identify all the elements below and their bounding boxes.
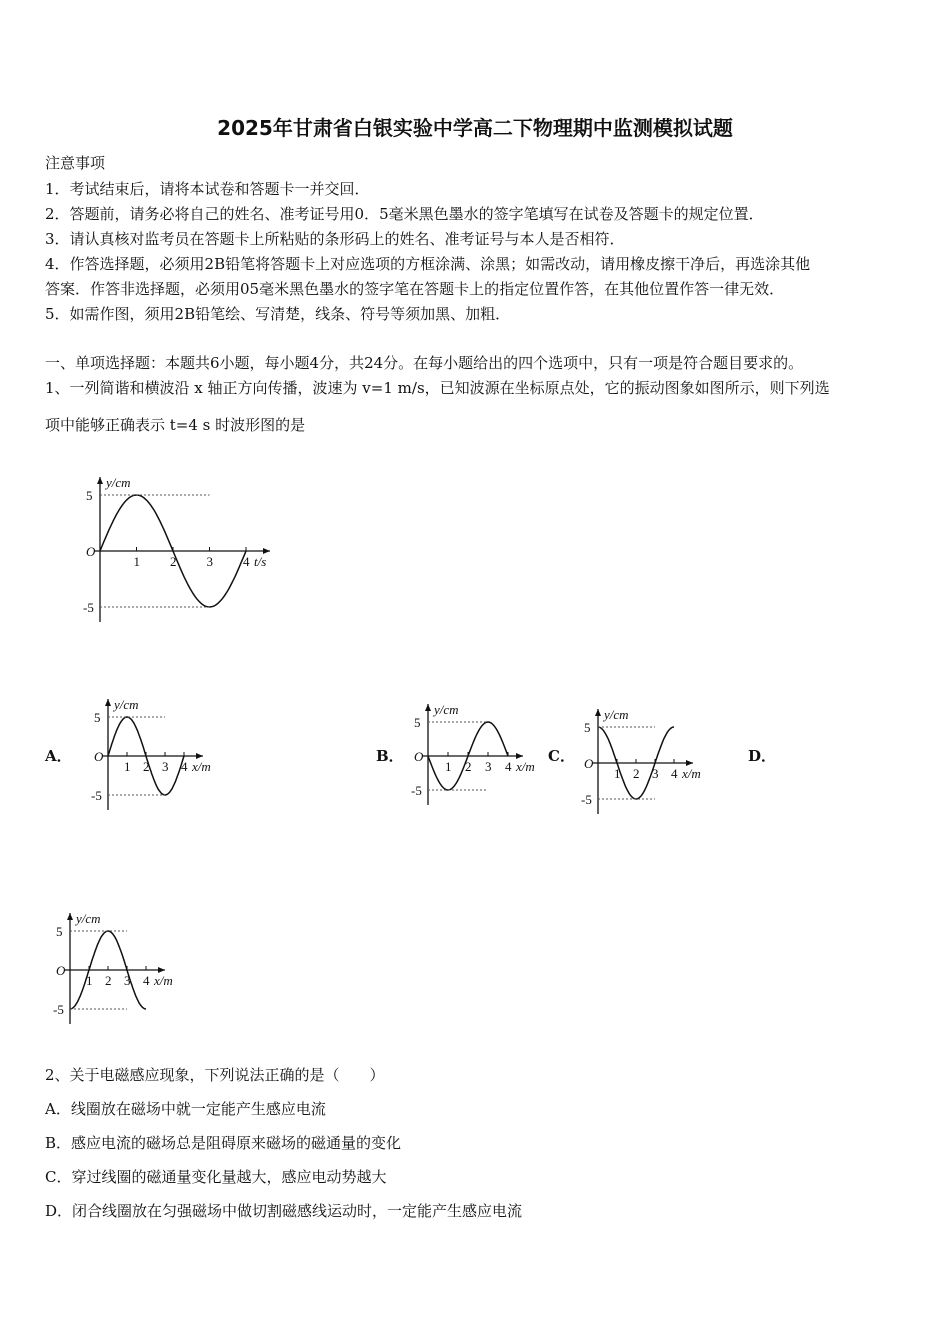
y-tick-label: -5 xyxy=(581,792,592,807)
question-2-option-a[interactable]: A．线圈放在磁场中就一定能产生感应电流 xyxy=(45,1100,326,1118)
x-tick-label: 2 xyxy=(465,759,472,774)
origin-label: O xyxy=(86,544,96,559)
x-tick-label: 3 xyxy=(124,973,131,988)
x-tick-label: 3 xyxy=(206,554,213,569)
x-axis-label: x/m xyxy=(682,766,701,781)
y-axis-label: y/cm xyxy=(76,911,101,926)
x-axis-label: x/m xyxy=(154,973,173,988)
question-1-stem: 1、一列简谐和横波沿 x 轴正方向传播，波速为 v=1 m/s，已知波源在坐标原点处，它的振动图象如图所示，则下列选 xyxy=(45,379,830,397)
notice-item: 1．考试结束后，请将本试卷和答题卡一并交回． xyxy=(45,180,370,198)
question-1-stem: 项中能够正确表示 t=4 s 时波形图的是 xyxy=(45,416,306,434)
y-axis-label: y/cm xyxy=(604,707,629,722)
x-tick-label: 2 xyxy=(633,766,640,781)
notice-item: 4．作答选择题，必须用2B铅笔将答题卡上对应选项的方框涂满、涂黑；如需改动，请用橡皮擦干净后，再选涂其他 xyxy=(45,255,811,273)
y-tick-label: 5 xyxy=(56,924,63,939)
origin-label: O xyxy=(584,756,594,771)
x-tick-label: 4 xyxy=(181,759,188,774)
x-tick-label: 4 xyxy=(143,973,150,988)
y-tick-label: 5 xyxy=(414,715,421,730)
origin-label: O xyxy=(94,749,104,764)
x-tick-label: 2 xyxy=(170,554,177,569)
notice-item: 2．答题前，请务必将自己的姓名、准考证号用0．5毫米黑色墨水的签字笔填写在试卷及答题卡的规定位置． xyxy=(45,205,764,223)
x-tick-label: 1 xyxy=(133,554,140,569)
x-axis-label: x/m xyxy=(192,759,211,774)
notice-heading: 注意事项 xyxy=(45,154,106,172)
y-tick-label: 5 xyxy=(86,488,93,503)
y-tick-label: -5 xyxy=(53,1002,64,1017)
page-title: 2025年甘肃省白银实验中学高二下物理期中监测模拟试题 xyxy=(217,116,733,140)
x-tick-label: 2 xyxy=(143,759,150,774)
origin-label: O xyxy=(414,749,424,764)
option-b-label[interactable]: B． xyxy=(376,747,404,765)
x-tick-label: 3 xyxy=(162,759,169,774)
notice-item: 答案．作答非选择题，必须用05毫米黑色墨水的签字笔在答题卡上的指定位置作答，在其他位置作答一律无效． xyxy=(45,280,785,298)
x-tick-label: 1 xyxy=(86,973,93,988)
y-tick-label: 5 xyxy=(584,720,591,735)
y-axis-label: y/cm xyxy=(106,475,131,490)
y-axis-label: y/cm xyxy=(434,702,459,717)
x-tick-label: 3 xyxy=(652,766,659,781)
question-2-option-b[interactable]: B．感应电流的磁场总是阻碍原来磁场的磁通量的变化 xyxy=(45,1134,402,1152)
y-tick-label: -5 xyxy=(83,600,94,615)
question-2-option-d[interactable]: D．闭合线圈放在匀强磁场中做切割磁感线运动时，一定能产生感应电流 xyxy=(45,1202,523,1220)
section-heading: 一、单项选择题：本题共6小题，每小题4分，共24分。在每小题给出的四个选项中，只有一项是符合题目要求的。 xyxy=(45,354,804,372)
y-tick-label: 5 xyxy=(94,710,101,725)
x-tick-label: 4 xyxy=(505,759,512,774)
x-tick-label: 3 xyxy=(485,759,492,774)
notice-item: 3．请认真核对监考员在答题卡上所粘贴的条形码上的姓名、准考证号与本人是否相符． xyxy=(45,230,625,248)
option-a-graph xyxy=(68,676,211,803)
option-c-graph xyxy=(558,683,701,807)
y-tick-label: -5 xyxy=(411,783,422,798)
option-c-label[interactable]: C． xyxy=(548,747,575,765)
vibration-graph xyxy=(60,471,267,615)
notice-item: 5．如需作图，须用2B铅笔绘、写清楚，线条、符号等须加黑、加粗． xyxy=(45,305,511,323)
x-axis-label: t/s xyxy=(254,554,267,569)
option-b-graph xyxy=(388,676,535,798)
y-axis-label: y/cm xyxy=(114,697,139,712)
x-tick-label: 1 xyxy=(614,766,621,781)
option-a-label[interactable]: A． xyxy=(45,747,72,765)
y-tick-label: -5 xyxy=(91,788,102,803)
x-tick-label: 4 xyxy=(243,554,250,569)
option-d-graph xyxy=(30,890,173,1017)
option-d-label[interactable]: D． xyxy=(748,747,777,765)
origin-label: O xyxy=(56,963,66,978)
x-tick-label: 1 xyxy=(124,759,131,774)
question-2-stem: 2、关于电磁感应现象，下列说法正确的是（ ） xyxy=(45,1066,385,1084)
x-tick-label: 2 xyxy=(105,973,112,988)
x-axis-label: x/m xyxy=(516,759,535,774)
x-tick-label: 1 xyxy=(445,759,452,774)
x-tick-label: 4 xyxy=(671,766,678,781)
question-2-option-c[interactable]: C．穿过线圈的磁通量变化量越大，感应电动势越大 xyxy=(45,1168,387,1186)
